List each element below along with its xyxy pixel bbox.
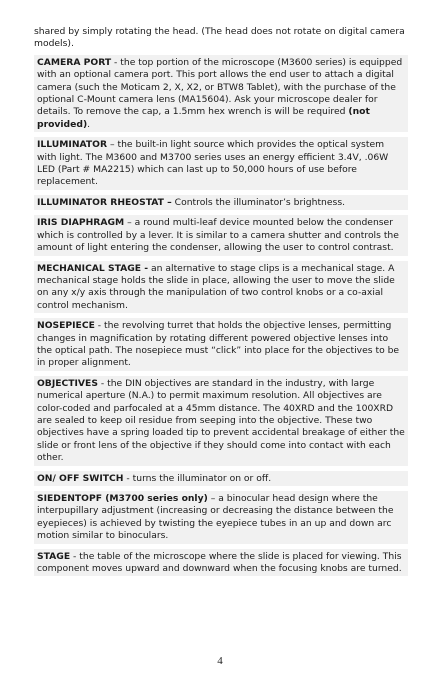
term: ILLUMINATOR xyxy=(37,139,108,151)
definition: turns the illuminator on or off. xyxy=(132,472,272,484)
term: CAMERA PORT xyxy=(37,56,112,68)
document-page xyxy=(34,26,408,581)
definition: the built-in light source which provides the optical system with light. The M3600 and M3700 series uses an energy efficient 3.4V, .06W LED (Part # MA2215) which can last up to 50,000 hours of use before replacement. xyxy=(37,139,389,188)
definition: an alternative to stage clips is a mechanical stage. A mechanical stage holds the slide in place, allowing the user to move the slide on any x/y axis through the manipulation of two control knobs or a co-axial control mechanism. xyxy=(37,262,395,311)
definition: the table of the microscope where the slide is placed for viewing. This component moves upward and downward when the focusing knobs are turned. xyxy=(37,550,402,575)
term: ON/ OFF SWITCH xyxy=(37,472,124,484)
definition: Controls the illuminator’s brightness. xyxy=(174,196,346,208)
bold-note: (not provided) xyxy=(37,106,370,130)
entry-nosepiece: NOSEPIECE - the revolving turret that holds the objective lenses, permitting changes in magnification by rotating different powered objective lenses into the optical path. The nosepiece must “click” into place for the objectives to be in proper alignment. xyxy=(34,318,408,371)
entry-illuminator: ILLUMINATOR – the built-in light source which provides the optical system with light. The M3600 and M3700 series uses an energy efficient 3.4V, .06W LED (Part # MA2215) which can last up to 50,000 hours of use before replacement. xyxy=(34,137,408,190)
definition: the revolving turret that holds the objective lenses, permitting changes in magnification by rotating different powered objective lenses into the optical path. The nosepiece must “click” into place for the objectives to be in proper alignment. xyxy=(37,320,400,369)
entry-stage: STAGE - the table of the microscope where the slide is placed for viewing. This component moves upward and downward when the focusing knobs are turned. xyxy=(34,549,408,577)
term: IRIS DIAPHRAGM xyxy=(37,217,125,229)
entry-on-off-switch: ON/ OFF SWITCH - turns the illuminator on or off. xyxy=(34,471,408,486)
term: MECHANICAL STAGE - xyxy=(37,262,149,274)
term: OBJECTIVES xyxy=(37,377,98,389)
definition: a binocular head design where the interpupillary adjustment (increasing or decreasing the distance between the eyepieces) is achieved by twisting the eyepiece tubes in an up and down arc motion similar to binoculars. xyxy=(37,493,394,542)
definition: a round multi-leaf device mounted below the condenser which is controlled by a lever. It is similar to a camera shutter and controls the amount of light entering the condenser, allowing the user to control contrast. xyxy=(37,217,399,254)
term: STAGE xyxy=(37,550,71,562)
entry-objectives: OBJECTIVES - the DIN objectives are standard in the industry, with large numerical aperture (N.A.) to permit maximum resolution. All objectives are color-coded and parfocaled at a 45mm distance. The 40XRD and the 100XRD are sealed to keep oil residue from seeping into the objective. These two objectives have a spring loaded tip to prevent accidental breakage of either the slide or front lens of the objective if they should come into contact with each other. xyxy=(34,376,408,466)
page-number: 4 xyxy=(217,655,223,667)
intro-paragraph: shared by simply rotating the head. (The head does not rotate on digital camera models). xyxy=(34,26,405,50)
entry-mechanical-stage xyxy=(34,261,408,314)
entry-camera-port: CAMERA PORT - the top portion of the microscope (M3600 series) is equipped with an optional camera port. This port allows the end user to attach a digital camera (such the Moticam 2, X, X2, or BTW8 Tablet), with the purchase of the optional C-Mount camera lens (MA15604). Ask your microscope dealer for details. To remove the cap, a 1.5mm hex wrench is will be required (not provided). xyxy=(34,55,408,132)
entry-illuminator-rheostat xyxy=(34,195,408,210)
definition: the DIN objectives are standard in the industry, with large numerical aperture (N.A.) to permit maximum resolution. All objectives are color-coded and parfocaled at a 45mm distance. The 40XRD and the 100XRD are sealed to keep oil residue from seeping into the objective. These two objectives have a spring loaded tip to prevent accidental breakage of either the slide or front lens of the objective if they should come into contact with each other. xyxy=(37,377,405,464)
definition: the top portion of the microscope (M3600 series) is equipped with an optional camera port. This port allows the end user to attach a digital camera (such the Moticam 2, X, X2, or BTW8 Tablet), with the purchase of the optional C-Mount camera lens (MA15604). Ask your microscope dealer for details. To remove the cap, a 1.5mm hex wrench is will be required xyxy=(37,56,403,118)
term: SIEDENTOPF (M3700 series only) xyxy=(37,493,208,504)
term: NOSEPIECE xyxy=(37,320,95,332)
entry-siedentopf: SIEDENTOPF (M3700 series only) – a binocular head design where the interpupillary adjustment (increasing or decreasing the distance between the eyepieces) is achieved by twisting the eyepiece tubes in an up and down arc motion similar to binoculars. xyxy=(34,491,408,544)
term: ILLUMINATOR RHEOSTAT – xyxy=(37,196,172,208)
entry-iris-diaphragm: IRIS DIAPHRAGM – a round multi-leaf device mounted below the condenser which is controlled by a lever. It is similar to a camera shutter and controls the amount of light entering the condenser, allowing the user to control contrast. xyxy=(34,215,408,255)
